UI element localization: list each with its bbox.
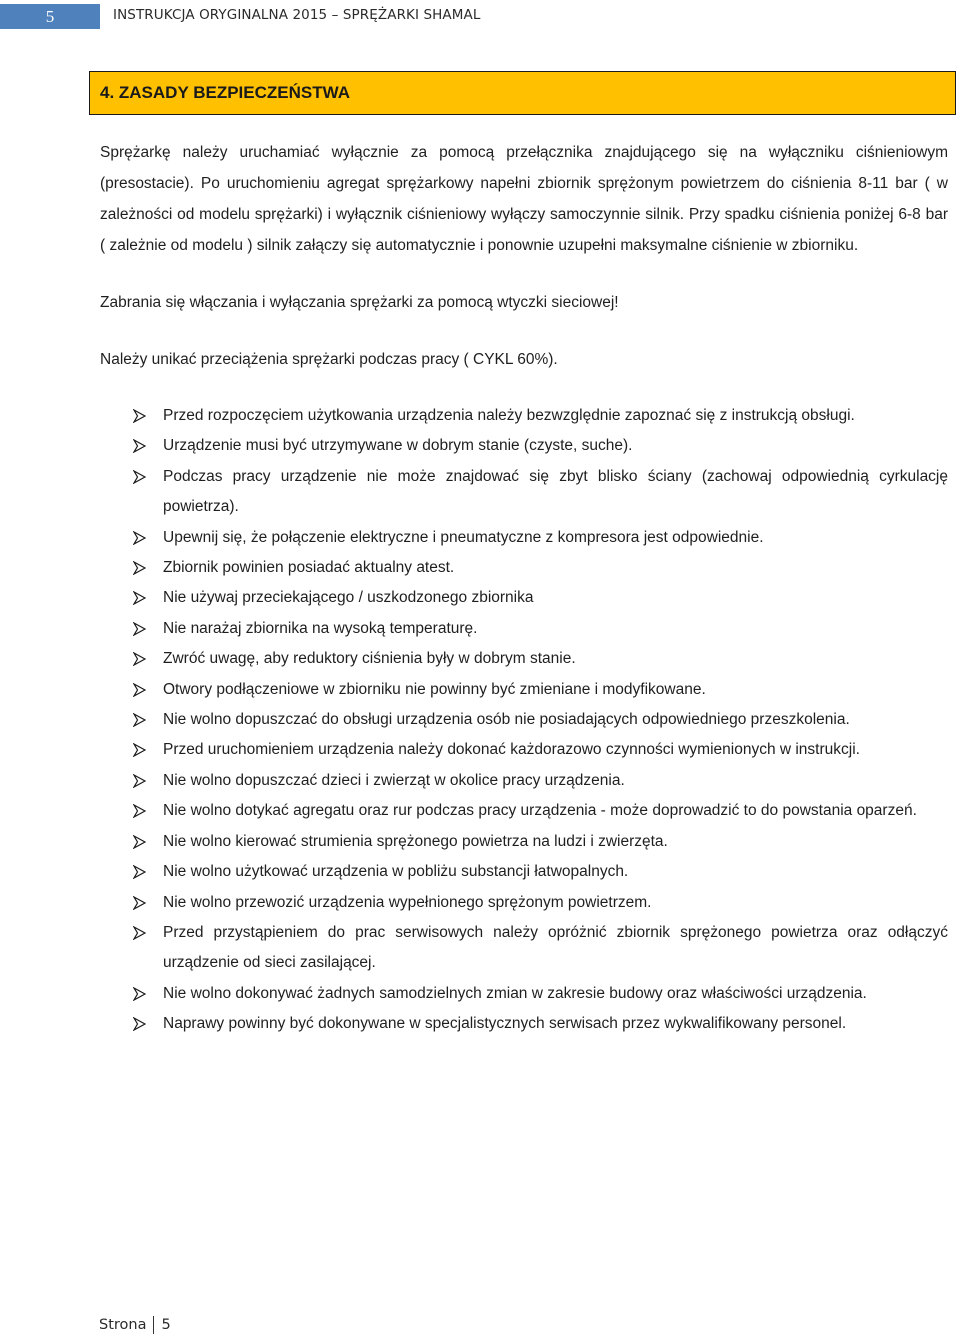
arrowhead-bullet-icon [133,675,147,705]
arrowhead-bullet-icon [133,644,147,674]
arrowhead-bullet-icon [133,979,147,1009]
section-title: 4. ZASADY BEZPIECZEŃSTWA [100,83,350,102]
list-item-text: Nie wolno dotykać agregatu oraz rur podczas pracy urządzenia - może doprowadzić to do powstania oparzeń. [163,802,917,820]
list-item [100,431,948,461]
list-item-text: Przed uruchomieniem urządzenia należy dokonać każdorazowo czynności wymienionych w instrukcji. [163,741,860,759]
list-item [100,401,948,431]
arrowhead-bullet-icon [133,614,147,644]
arrowhead-bullet-icon [133,583,147,613]
list-item-text: Upewnij się, że połączenie elektryczne i pneumatyczne z kompresora jest odpowiednie. [163,528,764,546]
list-item-text: Nie wolno użytkować urządzenia w pobliżu substancji łatwopalnych. [163,863,629,881]
list-item-text: Nie wolno kierować strumienia sprężonego powietrza na ludzi i zwierzęta. [163,832,668,850]
list-item-text: Urządzenie musi być utrzymywane w dobrym stanie (czyste, suche). [163,437,633,455]
main-content [100,137,948,1040]
footer-divider [153,1316,154,1334]
list-item [100,857,948,887]
arrowhead-bullet-icon [133,796,147,826]
list-item-text: Podczas pracy urządzenie nie może znajdować się zbyt blisko ściany (zachowaj odpowiednią cyrkulację powietrza). [163,467,948,516]
list-item [100,462,948,523]
arrowhead-bullet-icon [133,735,147,765]
list-item [100,735,948,765]
overload-paragraph: Należy unikać przeciążenia sprężarki podczas pracy ( CYKL 60%). [100,351,558,368]
list-item-text: Nie używaj przeciekającego / uszkodzonego zbiornika [163,589,534,607]
list-item-text: Nie narażaj zbiornika na wysoką temperaturę. [163,619,478,637]
arrowhead-bullet-icon [133,431,147,461]
safety-rules-list [100,401,948,1040]
list-item-text: Nie wolno dopuszczać dzieci i zwierząt w okolice pracy urządzenia. [163,771,625,789]
intro-paragraph: Sprężarkę należy uruchamiać wyłącznie za pomocą przełącznika znajdującego się na wyłączniku ciśnieniowym (presostacie). Po uruchomieniu agregat sprężarkowy napełni zbiornik sprężonym powietrzem do ciśnienia 8-11 bar ( w zależności od modelu sprężarki) i wyłącznik ciśnieniowy wyłączy samoczynnie silnik. Przy spadku ciśnienia poniżej 6-8 bar ( zależnie od modelu ) silnik załączy się automatycznie i ponownie uzupełni maksymalne ciśnienie w zbiorniku. [100,144,948,254]
header-page-number: 5 [0,4,100,29]
section-heading [89,71,956,115]
page-footer [99,1316,171,1334]
arrowhead-bullet-icon [133,888,147,918]
warning-paragraph: Zabrania się włączania i wyłączania sprężarki za pomocą wtyczki sieciowej! [100,294,619,311]
list-item [100,1009,948,1039]
list-item-text: Nie wolno przewozić urządzenia wypełnionego sprężonym powietrzem. [163,893,652,911]
arrowhead-bullet-icon [133,1009,147,1039]
footer-page-number: 5 [161,1317,171,1333]
arrowhead-bullet-icon [133,827,147,857]
arrowhead-bullet-icon [133,705,147,735]
arrowhead-bullet-icon [133,918,147,948]
list-item-text: Naprawy powinny być dokonywane w specjalistycznych serwisach przez wykwalifikowany personel. [163,1015,847,1033]
arrowhead-bullet-icon [133,462,147,492]
arrowhead-bullet-icon [133,766,147,796]
list-item [100,918,948,979]
page-header [0,0,960,34]
list-item [100,675,948,705]
list-item-text: Nie wolno dokonywać żadnych samodzielnych zmian w zakresie budowy oraz właściwości urządzenia. [163,984,867,1002]
list-item-text: Przed rozpoczęciem użytkowania urządzenia należy bezwzględnie zapoznać się z instrukcją obsługi. [163,407,855,424]
list-item [100,553,948,583]
list-item [100,583,948,613]
list-item-text: Zbiornik powinien posiadać aktualny atest. [163,559,455,577]
list-item [100,766,948,796]
footer-label: Strona [99,1317,147,1333]
arrowhead-bullet-icon [133,401,147,431]
list-item [100,523,948,553]
list-item [100,644,948,674]
list-item-text: Zwróć uwagę, aby reduktory ciśnienia były w dobrym stanie. [163,650,576,668]
list-item [100,888,948,918]
running-title: INSTRUKCJA ORYGINALNA 2015 – SPRĘŻARKI SHAMAL [113,7,481,23]
list-item [100,827,948,857]
list-item-text: Nie wolno dopuszczać do obsługi urządzenia osób nie posiadających odpowiedniego przeszkolenia. [163,711,850,729]
list-item-text: Przed przystąpieniem do prac serwisowych należy opróżnić zbiornik sprężonego powietrza oraz odłączyć urządzenie od sieci zasilającej. [163,923,948,972]
arrowhead-bullet-icon [133,553,147,583]
list-item [100,796,948,826]
list-item [100,979,948,1009]
arrowhead-bullet-icon [133,523,147,553]
list-item-text: Otwory podłączeniowe w zbiorniku nie powinny być zmieniane i modyfikowane. [163,680,706,698]
list-item [100,705,948,735]
arrowhead-bullet-icon [133,857,147,887]
list-item [100,614,948,644]
